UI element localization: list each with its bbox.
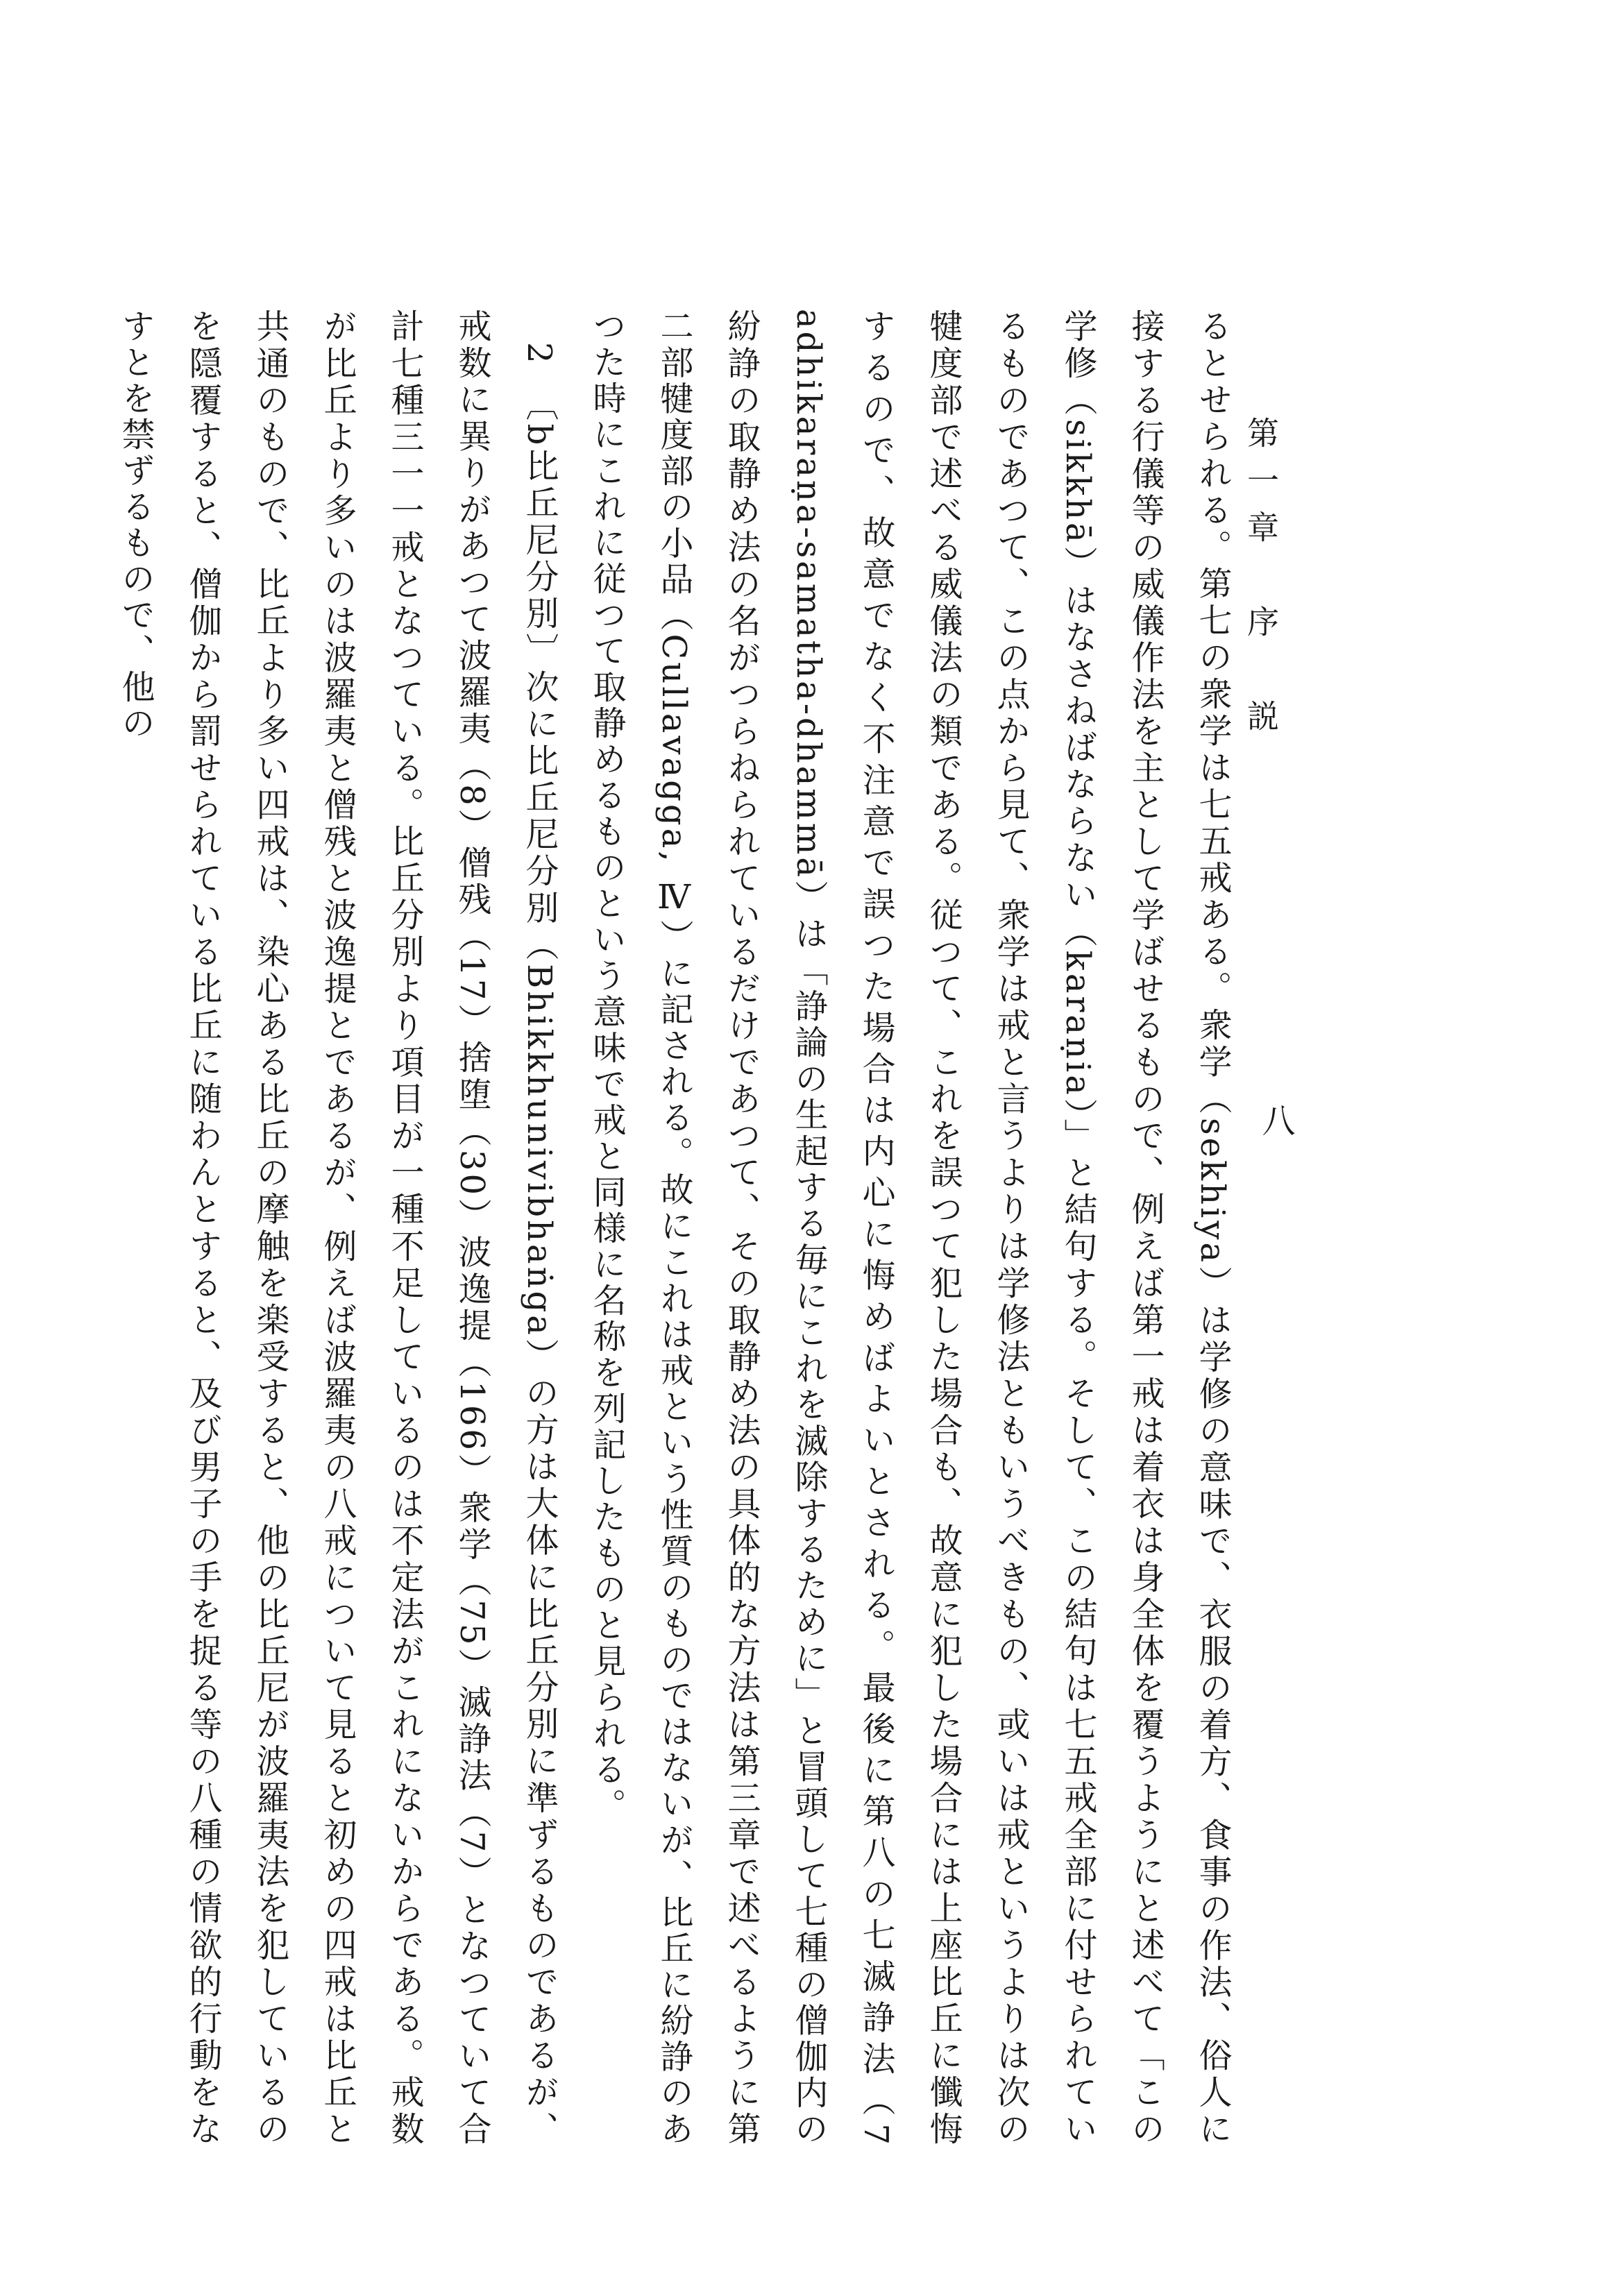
body-text [116,309,1246,2148]
running-header-chapter-title: 第一章 序 説 [1242,416,1280,747]
paragraph: るとせられる。第七の衆学は七五戒ある。衆学（sekhiya）は学修の意味で、衣服の着方、食事の作法、俗人に接する行儀等の威儀作法を主として学ばせるもので、例えば第一戒は着衣は身全体を覆うようにと述べて「この学修（sikkhā）はなさねばならない（karaṇia）」と結句する。そして、この結句は七五戒全部に付せられているものであつて、この点から見て、衆学は戒と言うよりは学修法ともいうべきもの、或いは戒というよりは次の犍度部で述べる威儀法の類である。従つて、これを誤つて犯した場合も、故意に犯した場合には上座比丘に懺悔するので、故意でなく不注意で誤つた場合は内心に悔めばよいとされる。最後に第八の七滅諍法（7 adhikaraṇa-samatha-dhammā）は「諍論の生起する毎にこれを滅除するために」と冒頭して七種の僧伽内の紛諍の取静め法の名がつらねられているだけであつて、その取静め法の具体的な方法は第三章で述べるように第二部犍度部の小品（Cullavagga, Ⅳ）に記される。故にこれは戒という性質のものではないが、比丘に紛諍のあつた時にこれに従つて取静めるものという意味で戒と同様に名称を列記したものと見られる。 [587,309,1232,2148]
paragraph: 2 〔b比丘尼分別〕次に比丘尼分別（Bhikkhunivibhaṅga）の方は大体に比丘分別に準ずるものであるが、戒数に異りがあつて波羅夷（8）僧残（17）捨堕（30）波逸提（166）衆学（75）滅諍法（7）となつていて合計七種三一一戒となつている。比丘分別より項目が一種不足しているのは不定法がこれにないからである。戒数が比丘より多いのは波羅夷と僧残と波逸提とであるが、例えば波羅夷の八戒について見ると初めの四戒は比丘と共通のもので、比丘より多い四戒は、染心ある比丘の摩触を楽受すると、他の比丘尼が波羅夷法を犯しているのを隠覆すると、僧伽から罰せられている比丘に随わんとすると、及び男子の手を捉る等の八種の情欲的行動をなすとを禁ずるもので、他の [116,309,559,2148]
page-number: 八 [1256,1103,1295,1137]
